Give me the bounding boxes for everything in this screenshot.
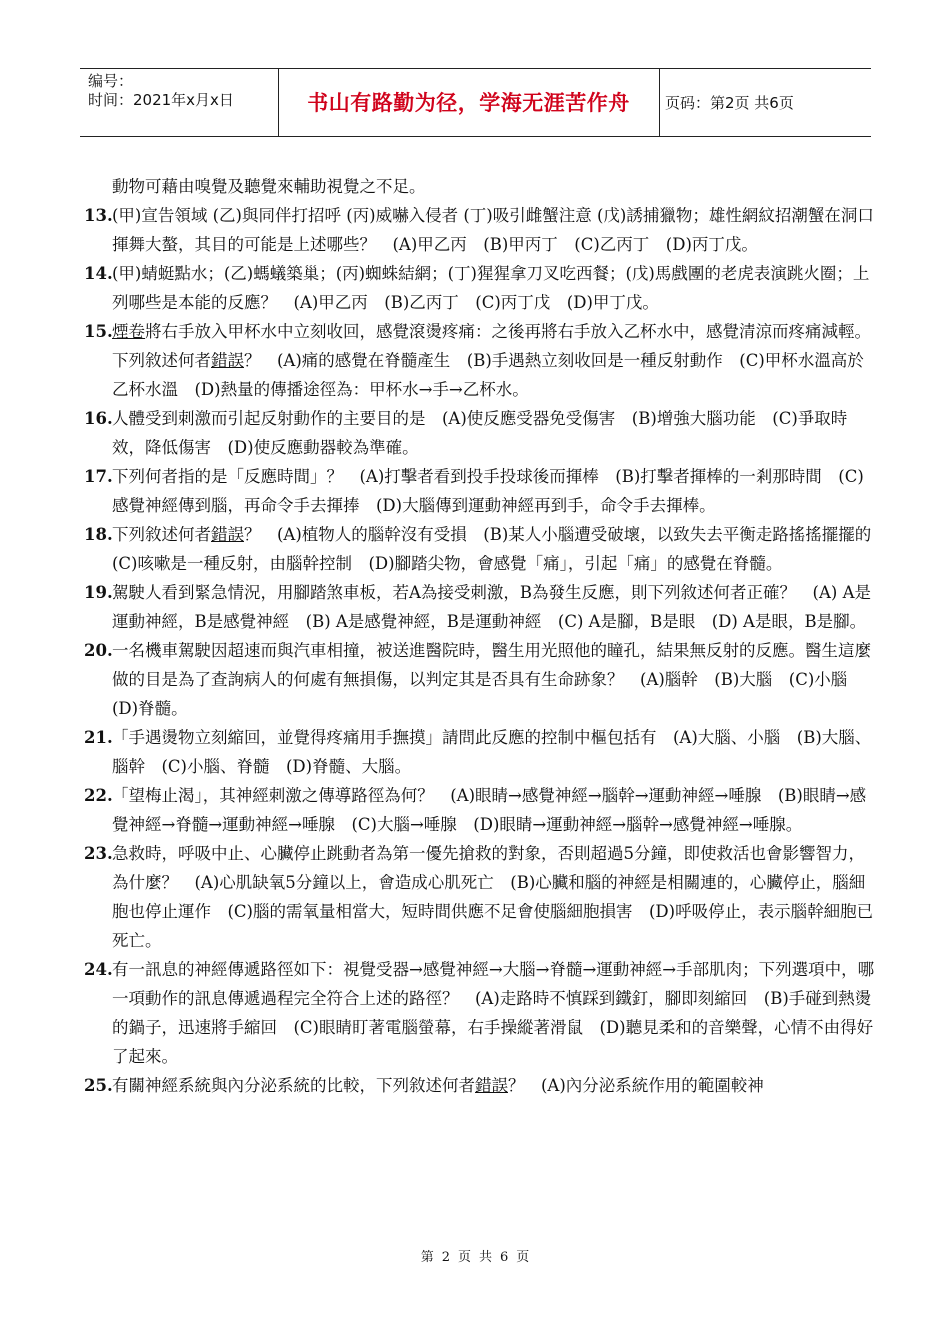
question-text: 將右手放入甲杯水中立刻收回，感覺滾燙疼痛：之後再將右手放入乙杯水中，感覺清涼而疼痛減輕。下列敘述何者 — [112, 322, 871, 370]
question-number: 20. — [84, 641, 113, 660]
question-number: 15. — [84, 322, 113, 341]
question-25 — [84, 1071, 880, 1100]
question-text: 有關神經系統與內分泌系統的比較，下列敘述何者 — [112, 1076, 475, 1095]
footer-ye: 页 — [457, 1250, 471, 1265]
header-meta — [88, 72, 234, 110]
question-text: 「望梅止渴」，其神經刺激之傳導路徑為何？ (A)眼睛→感覺神經→腦幹→運動神經→唾腺 (B)眼睛→感覺神經→脊髓→運動神經→唾腺 (C)大腦→唾腺 (D)眼睛→運動神經→腦幹→感覺神經→唾腺。 — [112, 786, 867, 834]
question-number: 21. — [84, 728, 113, 747]
question-text: (甲)宣告領域 (乙)與同伴打招呼 (丙)威嚇入侵者 (丁)吸引雌蟹注意 (戊)誘捕獵物；雄性網紋招潮蟹在洞口揮舞大螯，其目的可能是上述哪些？ (A)甲乙丙 (B)甲丙丁 (C)乙丙丁 (D)丙丁戊。 — [112, 206, 874, 254]
continued-text: 動物可藉由嗅覺及聽覺來輔助視覺之不足。 — [112, 177, 426, 196]
question-text: ？ (A)內分泌系統作用的範圍較神 — [508, 1076, 764, 1095]
question-number: 17. — [84, 467, 113, 486]
question-text: 一名機車駕駛因超速而與汽車相撞，被送進醫院時，醫生用光照他的瞳孔，結果無反射的反應。醫生這麼做的目是為了查詢病人的何處有無損傷，以判定其是否具有生命跡象？ (A)腦幹 (B)大腦 (C)小腦 (D)脊髓。 — [112, 641, 871, 718]
question-21 — [84, 723, 880, 781]
question-19 — [84, 578, 880, 636]
question-number: 16. — [84, 409, 113, 428]
question-text: ？ (A)痛的感覺在脊髓產生 (B)手遇熱立刻收回是一種反射動作 (C)甲杯水溫高於乙杯水溫 (D)熱量的傳播途徑為：甲杯水→手→乙杯水。 — [112, 351, 864, 399]
question-text: 有一訊息的神經傳遞路徑如下：視覺受器→感覺神經→大腦→脊髓→運動神經→手部肌肉；下列選項中，哪一項動作的訊息傳遞過程完全符合上述的路徑？ (A)走路時不慎踩到鐵釘，腳即刻縮回 (B)手碰到熱燙的鍋子，迅速將手縮回 (C)眼睛盯著電腦螢幕，右手操縱著滑鼠 (D)聽見柔和的音樂聲，心情不由得好了起來。 — [112, 960, 875, 1066]
question-20 — [84, 636, 880, 723]
question-23 — [84, 839, 880, 955]
question-22 — [84, 781, 880, 839]
question-13 — [84, 201, 880, 259]
header-page-number: 页码：第2页 共6页 — [665, 93, 794, 112]
question-number: 19. — [84, 583, 113, 602]
question-text: 急救時，呼吸中止、心臟停止跳動者為第一優先搶救的對象，否則超過5分鐘，即使救活也會影響智力，為什麼？ (A)心肌缺氧5分鐘以上，會造成心肌死亡 (B)心臟和腦的神經是相關連的，心臟停止，腦細胞也停止運作 (C)腦的需氧量相當大，短時間供應不足會使腦細胞損害 (D)呼吸停止，表示腦幹細胞已死亡。 — [112, 844, 874, 950]
question-text: 「手遇燙物立刻縮回，並覺得疼痛用手撫摸」請問此反應的控制中樞包括有 (A)大腦、小腦 (B)大腦、腦幹 (C)小腦、脊髓 (D)脊髓、大腦。 — [112, 728, 872, 776]
question-14 — [84, 259, 880, 317]
question-24 — [84, 955, 880, 1071]
question-number: 23. — [84, 844, 113, 863]
question-15 — [84, 317, 880, 404]
underlined-term: 煙卷 — [112, 322, 145, 341]
question-number: 18. — [84, 525, 113, 544]
footer-page-number: 2 — [441, 1250, 450, 1265]
footer-gong: 共 — [479, 1250, 493, 1265]
underlined-term: 錯誤 — [475, 1076, 508, 1095]
underlined-term: 錯誤 — [211, 351, 244, 370]
question-number: 24. — [84, 960, 113, 979]
question-number: 13. — [84, 206, 113, 225]
question-16 — [84, 404, 880, 462]
question-text: 下列何者指的是「反應時間」？ (A)打擊者看到投手投球後而揮棒 (B)打擊者揮棒的一剎那時間 (C)感覺神經傳到腦，再命令手去揮捧 (D)大腦傳到運動神經再到手，命令手去揮棒。 — [112, 467, 864, 515]
footer-di: 第 — [420, 1250, 434, 1265]
underlined-term: 錯誤 — [211, 525, 244, 544]
footer-ye: 页 — [516, 1250, 530, 1265]
question-number: 22. — [84, 786, 113, 805]
footer-total-pages: 6 — [500, 1250, 509, 1265]
date-line: 时间：2021年x月x日 — [88, 91, 234, 109]
question-text: 駕駛人看到緊急情況，用腳踏煞車板，若A為接受刺激，B為發生反應，則下列敘述何者正確？ (A) A是運動神經，B是感覺神經 (B) A是感覺神經，B是運動神經 (C) A是腳，B是眼 (D) A是眼，B是腳。 — [112, 583, 871, 631]
question-list — [84, 172, 888, 1100]
question-text: ？ (A)植物人的腦幹沒有受損 (B)某人小腦遭受破壞，以致失去平衡走路搖搖擺擺的 (C)咳嗽是一種反射，由腦幹控制 (D)腳踏尖物，會感覺「痛」，引起「痛」的感覺在脊髓。 — [112, 525, 888, 573]
header-bottom-rule — [80, 136, 871, 137]
question-18 — [84, 520, 888, 578]
question-number: 14. — [84, 264, 113, 283]
header-divider — [659, 68, 660, 136]
serial-number: 编号： — [88, 72, 134, 90]
question-number: 25. — [84, 1076, 113, 1095]
page-footer — [0, 1246, 950, 1265]
question-text: (甲)蜻蜓點水；(乙)螞蟻築巢；(丙)蜘蛛結網；(丁)猩猩拿刀叉吃西餐；(戊)馬戲團的老虎表演跳火圈；上列哪些是本能的反應？ (A)甲乙丙 (B)乙丙丁 (C)丙丁戊 (D)甲丁戊。 — [112, 264, 870, 312]
header-motto: 书山有路勤为径，学海无涯苦作舟 — [307, 91, 630, 115]
question-17 — [84, 462, 880, 520]
question-text: 下列敘述何者 — [112, 525, 211, 544]
question-text: 人體受到刺激而引起反射動作的主要目的是 (A)使反應受器免受傷害 (B)增強大腦功能 (C)爭取時效，降低傷害 (D)使反應動器較為準確。 — [112, 409, 848, 457]
